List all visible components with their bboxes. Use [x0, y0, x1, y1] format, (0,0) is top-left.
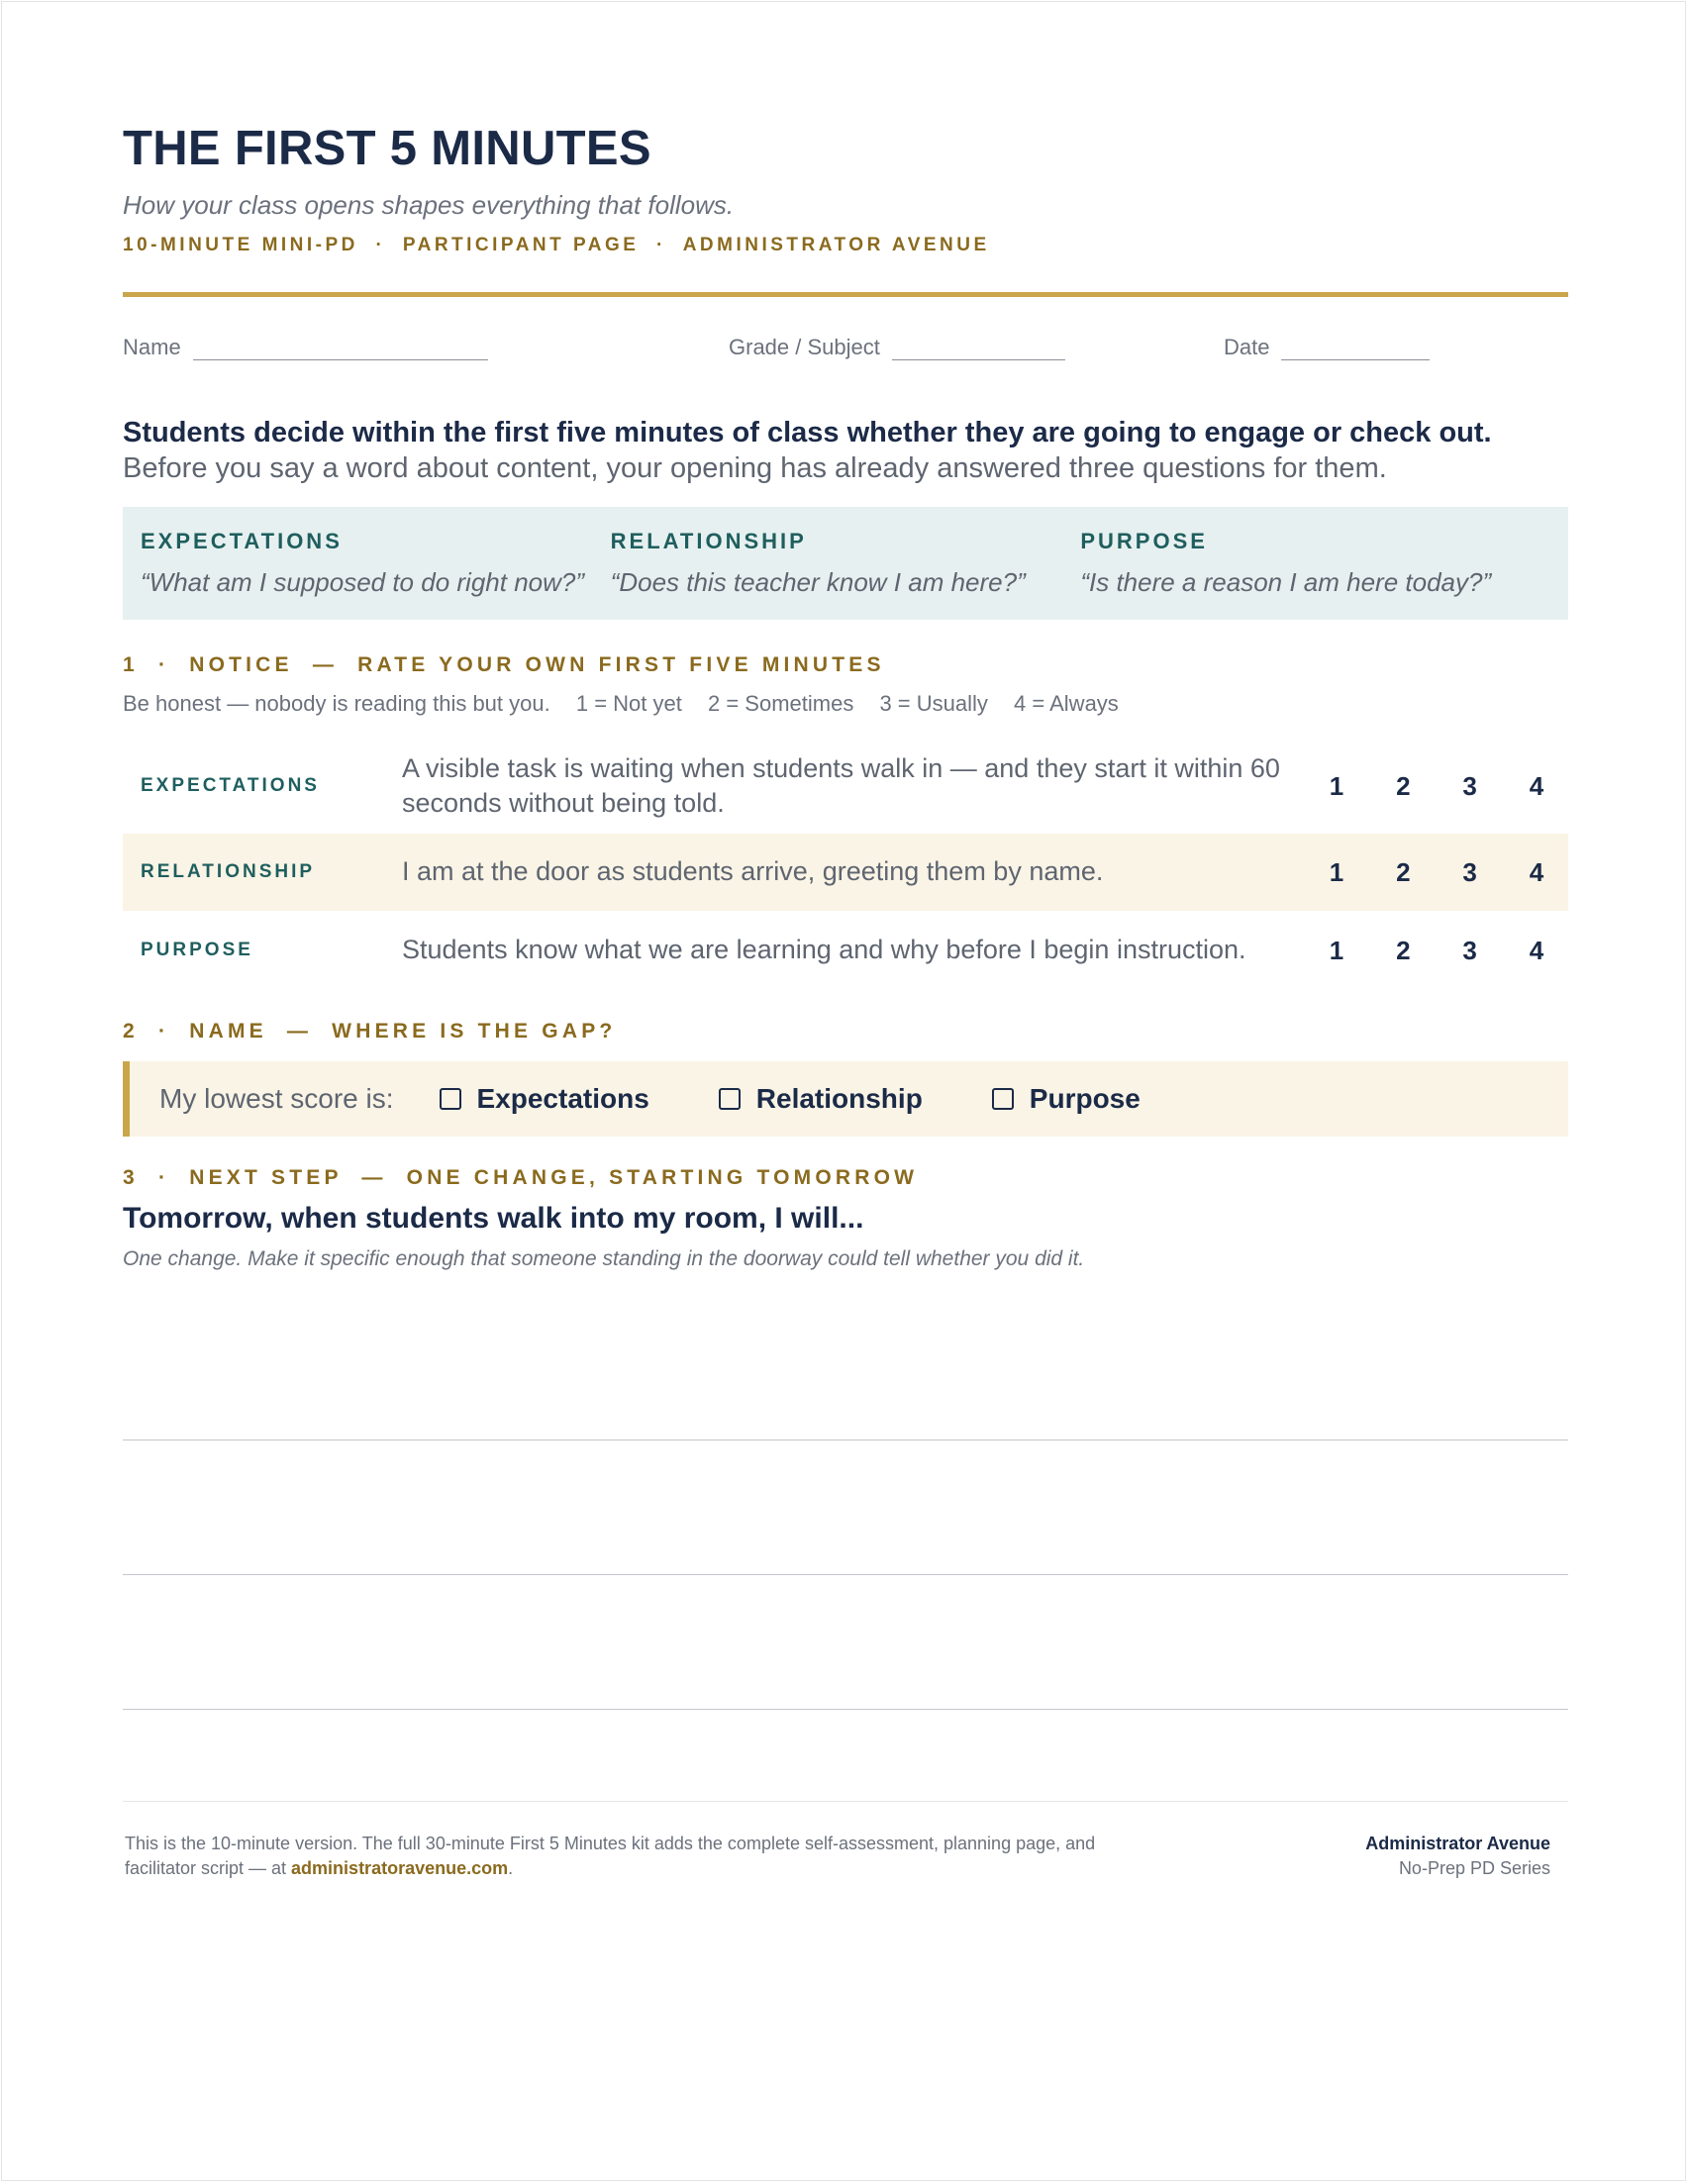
question-heading: EXPECTATIONS [141, 528, 343, 553]
rating-category: EXPECTATIONS [141, 775, 320, 797]
rating-3[interactable]: 3 [1462, 935, 1477, 965]
scale-3: 3 = Usually [879, 691, 988, 717]
header-divider [123, 292, 1568, 297]
self-rating-table [123, 739, 1568, 990]
page-subtitle: How your class opens shapes everything that follows. [123, 189, 735, 220]
section-3-heading: 3 · NEXT STEP — ONE CHANGE, STARTING TOMORROW [123, 1166, 919, 1190]
question-text: “What am I supposed to do right now?” [141, 566, 585, 597]
intro-bold: Students decide within the first five minutes of class whether they are going to engage or check out. [123, 416, 1492, 448]
question-heading: RELATIONSHIP [610, 528, 807, 553]
rating-2[interactable]: 2 [1396, 770, 1411, 801]
question-expectations [141, 529, 611, 599]
rating-4[interactable]: 4 [1529, 935, 1544, 965]
next-step-hint: One change. Make it specific enough that someone standing in the doorway could tell whether you did it. [123, 1247, 1085, 1271]
intro-rest: Before you say a word about content, your opening has already answered three questions for them. [123, 451, 1387, 484]
intro-paragraph [123, 416, 1568, 487]
rating-4[interactable]: 4 [1529, 770, 1544, 801]
page-title: THE FIRST 5 MINUTES [123, 122, 651, 175]
rating-1[interactable]: 1 [1329, 935, 1344, 965]
writing-line[interactable] [123, 1574, 1568, 1575]
brand-series: No-Prep PD Series [1398, 1858, 1550, 1879]
grade-subject-field[interactable] [729, 335, 1065, 360]
rating-1[interactable]: 1 [1329, 770, 1344, 801]
rating-row-purpose [123, 911, 1568, 990]
option-label: Relationship [755, 1083, 923, 1115]
brand-name: Administrator Avenue [1365, 1834, 1550, 1854]
legend-intro: Be honest — nobody is reading this but you. [123, 691, 550, 717]
name-label: Name [123, 334, 181, 359]
question-purpose [1080, 529, 1550, 599]
rating-statement: A visible task is waiting when students walk in — and they start it within 60 seconds without being told. [402, 752, 1280, 819]
page-content [123, 123, 1568, 1882]
writing-line[interactable] [123, 1709, 1568, 1710]
rating-legend [123, 691, 1568, 717]
option-label: Expectations [476, 1083, 649, 1115]
section-2-heading: 2 · NAME — WHERE IS THE GAP? [123, 1020, 617, 1043]
next-step-prompt: Tomorrow, when students walk into my room, I will... [123, 1202, 864, 1236]
footer-note [125, 1832, 1115, 1881]
rating-3[interactable]: 3 [1462, 770, 1477, 801]
rating-4[interactable]: 4 [1529, 856, 1544, 887]
question-text: “Is there a reason I am here today?” [1080, 566, 1492, 597]
rating-options [1323, 857, 1550, 888]
scale-2: 2 = Sometimes [707, 691, 854, 717]
option-purpose[interactable] [992, 1083, 1141, 1115]
footer-brand [1365, 1832, 1550, 1881]
rating-category: PURPOSE [141, 940, 253, 961]
rating-3[interactable]: 3 [1462, 856, 1477, 887]
footer-text-end: . [508, 1858, 514, 1879]
rating-options [1323, 771, 1550, 802]
section-1-heading: 1 · NOTICE — RATE YOUR OWN FIRST FIVE MINUTES [123, 653, 885, 677]
name-blank[interactable] [193, 338, 488, 360]
lowest-score-box [123, 1061, 1568, 1137]
worksheet-page [1, 1, 1686, 2181]
date-blank[interactable] [1281, 338, 1430, 360]
date-label: Date [1224, 334, 1270, 359]
checkbox-icon[interactable] [719, 1088, 741, 1110]
scale-4: 4 = Always [1014, 691, 1119, 717]
scale-1: 1 = Not yet [575, 691, 682, 717]
rating-row-expectations [123, 739, 1568, 834]
three-questions-box [123, 507, 1568, 621]
page-footer [123, 1832, 1568, 1881]
question-text: “Does this teacher know I am here?” [610, 566, 1026, 597]
option-expectations[interactable] [440, 1083, 649, 1115]
question-relationship [611, 529, 1081, 599]
rating-2[interactable]: 2 [1396, 935, 1411, 965]
name-field[interactable] [123, 335, 488, 360]
participant-fields [123, 335, 1568, 374]
footer-text: This is the 10-minute version. The full 30-minute First 5 Minutes kit adds the complete self-assessment, planning page, and facilitator script — at [125, 1834, 1096, 1879]
option-relationship[interactable] [719, 1083, 923, 1115]
lowest-score-prompt: My lowest score is: [159, 1083, 394, 1115]
grade-subject-label: Grade / Subject [729, 334, 880, 359]
grade-subject-blank[interactable] [892, 338, 1065, 360]
writing-line[interactable] [123, 1439, 1568, 1440]
rating-2[interactable]: 2 [1396, 856, 1411, 887]
date-field[interactable] [1224, 335, 1430, 360]
rating-1[interactable]: 1 [1329, 856, 1344, 887]
footer-link[interactable]: administratoravenue.com [291, 1858, 509, 1879]
option-label: Purpose [1029, 1083, 1141, 1115]
rating-statement: Students know what we are learning and why before I begin instruction. [402, 935, 1246, 965]
page-tagline: 10-MINUTE MINI-PD · PARTICIPANT PAGE · ADMINISTRATOR AVENUE [123, 234, 990, 255]
rating-category: RELATIONSHIP [141, 861, 316, 883]
rating-statement: I am at the door as students arrive, greeting them by name. [402, 856, 1104, 887]
rating-row-relationship [123, 834, 1568, 911]
checkbox-icon[interactable] [440, 1088, 461, 1110]
rating-options [1323, 936, 1550, 966]
footer-divider [123, 1801, 1568, 1802]
question-heading: PURPOSE [1080, 528, 1208, 553]
checkbox-icon[interactable] [992, 1088, 1014, 1110]
